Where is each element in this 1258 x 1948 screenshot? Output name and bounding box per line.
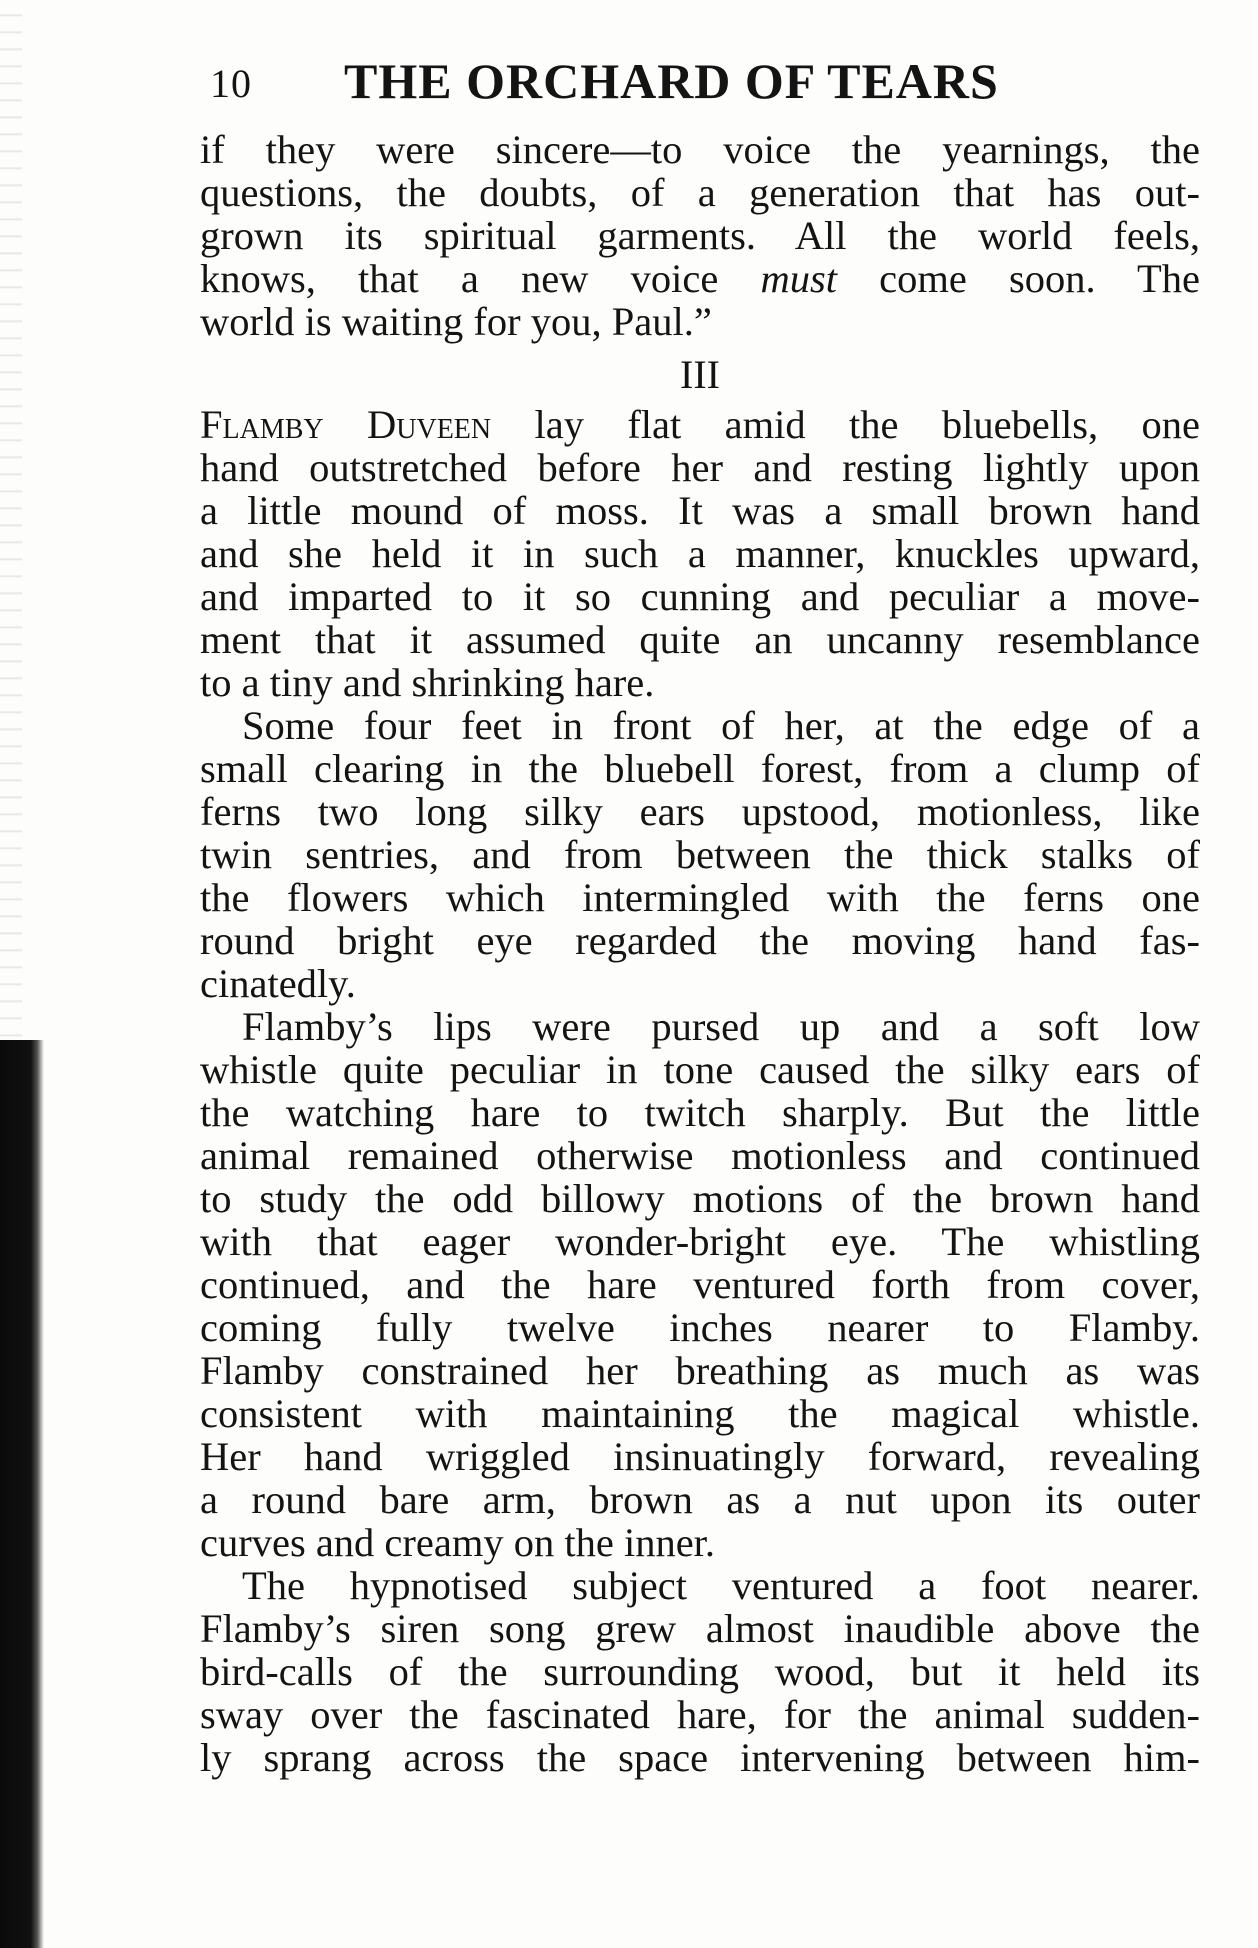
- paragraph-4: [200, 1005, 1200, 1564]
- text-line: small clearing in the bluebell forest, from a clump of: [200, 746, 1200, 791]
- text-line: to a tiny and shrinking hare.: [200, 660, 655, 705]
- text-line-first: [200, 403, 1200, 446]
- emphasis-must: must: [760, 256, 837, 301]
- text-line: cinatedly.: [200, 961, 356, 1006]
- text-line: and she held it in such a manner, knuckles upward,: [200, 531, 1200, 576]
- page-number: 10: [210, 61, 252, 106]
- text-line: whistle quite peculiar in tone caused the silky ears of: [200, 1047, 1200, 1092]
- gutter-shadow: [0, 1040, 44, 1948]
- text-line: animal remained otherwise motionless and continued: [200, 1133, 1200, 1178]
- text-line: round bright eye regarded the moving hand fas-: [200, 918, 1200, 963]
- text-line: Flamby’s lips were pursed up and a soft low: [242, 1004, 1200, 1049]
- text-line: ferns two long silky ears upstood, motionless, like: [200, 789, 1200, 834]
- text-line: knows, that a new voice must come soon. The: [200, 256, 1200, 301]
- lead-words: Flamby Duveen: [200, 402, 492, 447]
- text-line: ment that it assumed quite an uncanny resemblance: [200, 617, 1200, 662]
- text-line: bird-calls of the surrounding wood, but it held its: [200, 1649, 1200, 1694]
- text-line: Some four feet in front of her, at the edge of a: [242, 703, 1200, 748]
- paragraph-3: [200, 704, 1200, 1005]
- text-line: the flowers which intermingled with the ferns one: [200, 875, 1200, 920]
- text-line: Flamby constrained her breathing as much as was: [200, 1348, 1200, 1393]
- section-number: III: [680, 352, 720, 397]
- text-line: if they were sincere—to voice the yearnings, the: [200, 127, 1200, 172]
- text-line: grown its spiritual garments. All the world feels,: [200, 213, 1200, 258]
- text-line: curves and creamy on the inner.: [200, 1520, 716, 1565]
- text-line: ly sprang across the space intervening between him-: [200, 1735, 1200, 1780]
- text-line: The hypnotised subject ventured a foot nearer.: [242, 1563, 1200, 1608]
- text-line: with that eager wonder-bright eye. The whistling: [200, 1219, 1200, 1264]
- text-line: Her hand wriggled insinuatingly forward, revealing: [200, 1434, 1200, 1479]
- text-line: a round bare arm, brown as a nut upon its outer: [200, 1477, 1200, 1522]
- text-line: questions, the doubts, of a generation that has out-: [200, 170, 1200, 215]
- body-text: [200, 128, 1200, 1779]
- text-line: sway over the fascinated hare, for the animal sudden-: [200, 1692, 1200, 1737]
- paragraph-5: [200, 1564, 1200, 1779]
- first-line-rest: lay flat amid the bluebells, one: [491, 402, 1200, 447]
- text-line: the watching hare to twitch sharply. But the little: [200, 1090, 1200, 1135]
- text-line: world is waiting for you, Paul.”: [200, 299, 712, 344]
- text-line: consistent with maintaining the magical whistle.: [200, 1391, 1200, 1436]
- page-header: [198, 52, 1060, 116]
- text-line: and imparted to it so cunning and peculiar a move-: [200, 574, 1200, 619]
- gutter-speckle: [0, 0, 22, 1040]
- text-line: a little mound of moss. It was a small brown hand: [200, 488, 1200, 533]
- text-line: coming fully twelve inches nearer to Flamby.: [200, 1305, 1200, 1350]
- text-line: Flamby’s siren song grew almost inaudible above the: [200, 1606, 1200, 1651]
- text-line: continued, and the hare ventured forth from cover,: [200, 1262, 1200, 1307]
- text-line: to study the odd billowy motions of the brown hand: [200, 1176, 1200, 1221]
- paragraph-2: [200, 403, 1200, 704]
- text-line: twin sentries, and from between the thick stalks of: [200, 832, 1200, 877]
- text-line: hand outstretched before her and resting lightly upon: [200, 445, 1200, 490]
- running-title: THE ORCHARD OF TEARS: [344, 53, 999, 109]
- paragraph-1: [200, 128, 1200, 343]
